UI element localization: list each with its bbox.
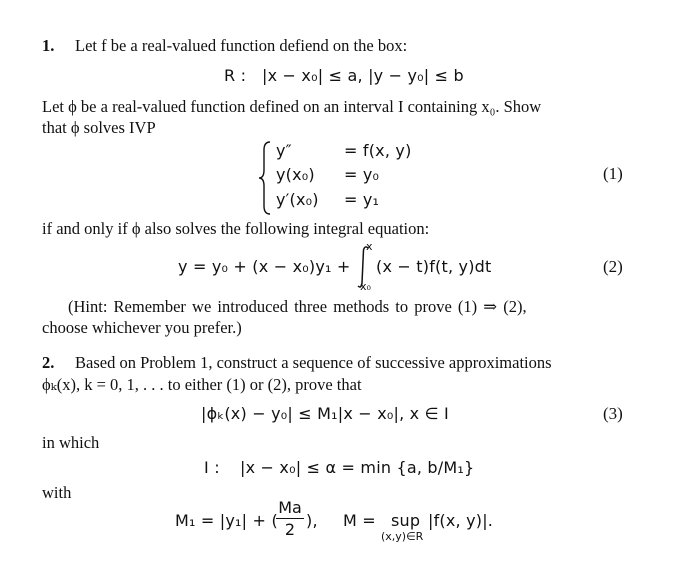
ivp-left-brace xyxy=(258,140,272,216)
box-label: R : xyxy=(224,66,247,85)
integral-equation-rhs: (x − t)f(t, y)dt xyxy=(376,257,492,276)
equation-number-3: (3) xyxy=(603,404,623,423)
iff-line: if and only if ϕ also solves the following integral equation: xyxy=(42,219,430,238)
m1-fraction-bar xyxy=(276,518,304,519)
box-condition: |x − x₀| ≤ a, |y − y₀| ≤ b xyxy=(262,66,464,85)
integral-upper-limit: x xyxy=(366,240,373,253)
m-sup: sup xyxy=(391,511,421,530)
ivp-row-2-lhs: y(x₀) xyxy=(276,165,315,184)
m-sup-subscript: (x,y)∈R xyxy=(381,530,424,543)
ivp-row-3-rhs: = y₁ xyxy=(344,190,380,209)
problem-2-line-2: ϕₖ(x), k = 0, 1, . . . to either (1) or (2), prove that xyxy=(42,375,362,394)
hint-line-2: choose whichever you prefer.) xyxy=(42,318,242,337)
with-text: with xyxy=(42,483,72,502)
m1-fraction-numerator: Ma xyxy=(278,498,302,517)
m1-lhs: M₁ = |y₁| + ( xyxy=(175,511,278,530)
in-which-text: in which xyxy=(42,433,100,452)
inequality-3: |ϕₖ(x) − y₀| ≤ M₁|x − x₀|, x ∈ I xyxy=(201,404,449,423)
problem-1-intro: Let f be a real-valued function defiend on the box: xyxy=(75,36,408,55)
problem-2-number: 2. xyxy=(42,353,55,372)
m1-close-paren: ), xyxy=(306,511,318,530)
m-rhs: |f(x, y)|. xyxy=(428,511,494,530)
problem-1-number: 1. xyxy=(42,36,55,55)
interval-label: I : xyxy=(204,458,220,477)
integral-equation-lhs: y = y₀ + (x − x₀)y₁ + xyxy=(178,257,351,276)
interval-definition: |x − x₀| ≤ α = min {a, b/M₁} xyxy=(240,458,475,477)
phi-definition-line-1: Let ϕ be a real-valued function defined on an interval I containing x₀. Show xyxy=(42,97,542,116)
ivp-row-1-rhs: = f(x, y) xyxy=(344,141,412,160)
equation-number-2: (2) xyxy=(603,257,623,276)
ivp-row-3-lhs: y′(x₀) xyxy=(276,190,319,209)
m1-fraction-denominator: 2 xyxy=(284,520,296,539)
phi-definition-line-2: that ϕ solves IVP xyxy=(42,118,156,137)
hint-line-1: (Hint: Remember we introduced three methods to prove (1) ⇒ (2), xyxy=(68,297,527,316)
integral-lower-limit: x₀ xyxy=(360,280,371,293)
ivp-row-2-rhs: = y₀ xyxy=(344,165,380,184)
equation-number-1: (1) xyxy=(603,164,623,183)
m-lhs: M = xyxy=(343,511,376,530)
problem-2-line-1: Based on Problem 1, construct a sequence of successive approximations xyxy=(75,353,552,372)
ivp-row-1-lhs: y″ xyxy=(276,141,292,160)
